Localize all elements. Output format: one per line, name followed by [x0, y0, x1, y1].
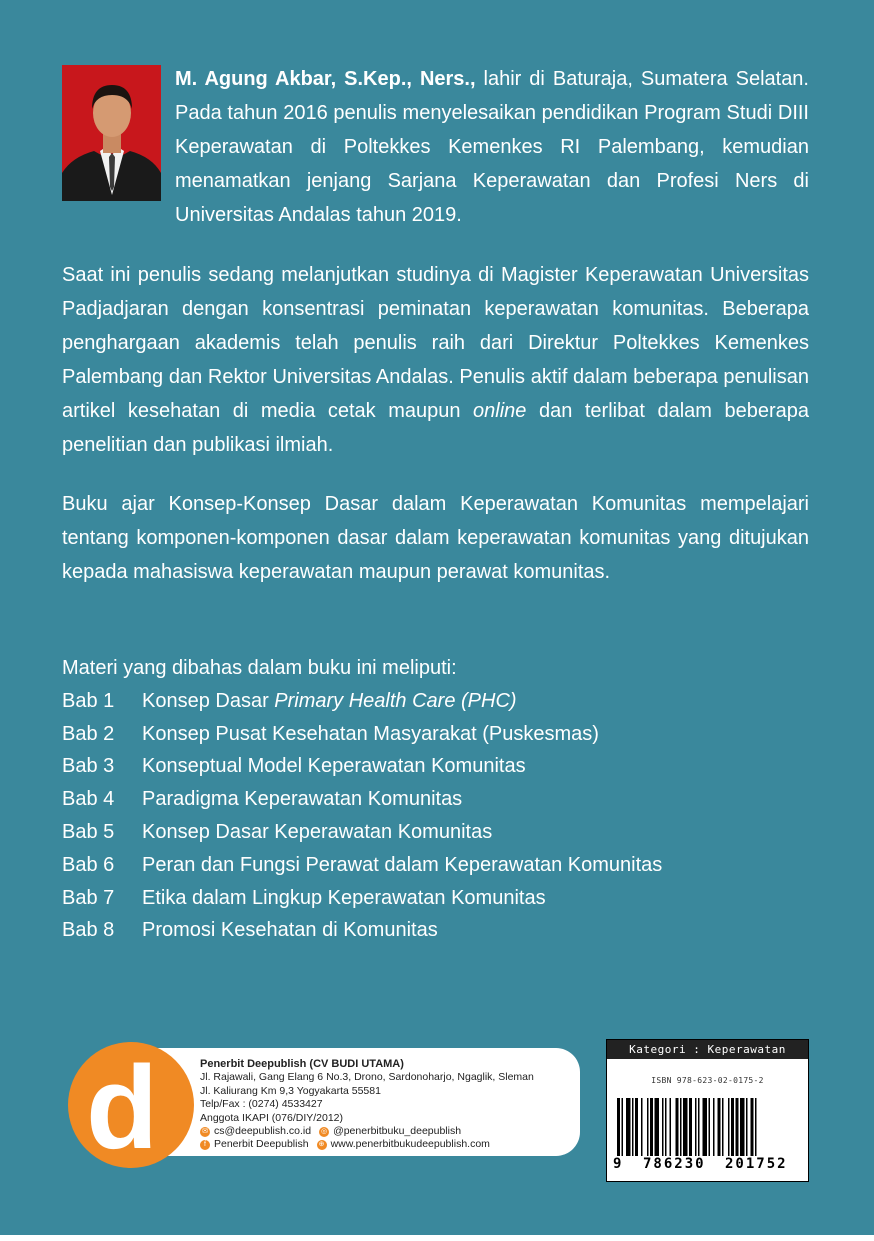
publisher-phone: Telp/Fax : (0274) 4533427	[200, 1098, 323, 1111]
isbn-barcode-box	[606, 1039, 809, 1182]
barcode-bar	[698, 1098, 700, 1156]
barcode-bar	[728, 1098, 730, 1156]
para2-text-a: Saat ini penulis sedang melanjutkan studinya di Magister Keperawatan Universitas Padjadjaran dengan konsentrasi peminatan keperawatan komunitas. Beberapa penghargaan akademis telah penulis raih dari Direktur Poltekkes Kemenkes Palembang dan Rektor Universitas Andalas. Penulis aktif dalam beberapa penulisan artikel kesehatan di media cetak maupun	[62, 264, 809, 422]
chapter-number: Bab 7	[62, 886, 115, 909]
author-study-paragraph	[62, 258, 809, 462]
globe-icon: ⊕	[317, 1140, 327, 1150]
chapter-title: Konseptual Model Keperawatan Komunitas	[142, 755, 526, 778]
author-bio	[175, 62, 809, 232]
publisher-name: Penerbit Deepublish (CV BUDI UTAMA)	[200, 1058, 404, 1070]
book-description-text: Buku ajar Konsep-Konsep Dasar dalam Keperawatan Komunitas mempelajari tentang komponen-komponen dasar dalam keperawatan komunitas yang ditujukan kepada mahasiswa keperawatan maupun perawat komunitas.	[62, 493, 809, 583]
category-label: Kategori : Keperawatan	[607, 1040, 808, 1059]
chapter-row	[62, 849, 809, 882]
chapter-title: Promosi Kesehatan di Komunitas	[142, 919, 438, 942]
barcode-bar	[626, 1098, 631, 1156]
publisher-address-1: Jl. Rajawali, Gang Elang 6 No.3, Drono, Sardonoharjo, Ngaglik, Sleman	[200, 1071, 534, 1084]
barcode-bar	[622, 1098, 624, 1156]
chapter-row	[62, 685, 809, 718]
barcode-bar	[641, 1098, 643, 1156]
barcode-bar	[695, 1098, 697, 1156]
chapter-number: Bab 1	[62, 689, 115, 712]
barcode-bar	[740, 1098, 745, 1156]
chapter-row	[62, 882, 809, 915]
instagram-icon: ◎	[321, 1127, 328, 1135]
chapter-number: Bab 4	[62, 788, 115, 811]
chapter-title-italic: Primary Health Care (PHC)	[274, 689, 517, 712]
chapter-title: Etika dalam Lingkup Keperawatan Komunitas	[142, 886, 546, 909]
logo-letter: d	[85, 1042, 159, 1170]
chapter-number: Bab 6	[62, 853, 115, 876]
barcode-bar	[755, 1098, 757, 1156]
barcode-bar	[670, 1098, 672, 1156]
chapter-row	[62, 750, 809, 783]
barcode-bar	[751, 1098, 754, 1156]
chapter-row	[62, 718, 809, 751]
chapter-title: Konsep Pusat Kesehatan Masyarakat (Puskesmas)	[142, 722, 599, 745]
chapter-title: Konsep Dasar Keperawatan Komunitas	[142, 820, 493, 843]
chapter-number: Bab 5	[62, 820, 115, 843]
barcode-bar	[746, 1098, 748, 1156]
barcode-bar	[731, 1098, 734, 1156]
barcode-bar	[680, 1098, 682, 1156]
chapter-title: Paradigma Keperawatan Komunitas	[142, 788, 463, 811]
chapter-title-text: Konsep Dasar	[142, 689, 275, 712]
publisher-website[interactable]: www.penerbitbukudeepublish.com	[330, 1138, 490, 1151]
barcode-bar	[655, 1098, 660, 1156]
barcode-bar	[650, 1098, 653, 1156]
chapter-row	[62, 816, 809, 849]
publisher-email[interactable]: cs@deepublish.co.id	[214, 1125, 312, 1138]
barcode-bar	[736, 1098, 739, 1156]
barcode-bar	[665, 1098, 667, 1156]
book-description	[62, 487, 809, 589]
chapter-title: Peran dan Fungsi Perawat dalam Keperawatan Komunitas	[142, 853, 663, 876]
author-name: M. Agung Akbar, S.Kep., Ners.,	[175, 68, 476, 90]
barcode-bar	[703, 1098, 708, 1156]
author-bio-text: lahir di Baturaja, Sumatera Selatan. Pada tahun 2016 penulis menyelesaikan pendidikan Program Studi DIII Keperawatan di Poltekkes Kemenkes RI Palembang, kemudian menamatkan jenjang Sarjana Keperawatan dan Profesi Ners di Universitas Andalas tahun 2019.	[175, 68, 809, 226]
contents-list	[62, 652, 809, 947]
barcode-bar	[632, 1098, 634, 1156]
barcode-digit-group-1: 786230	[643, 1156, 706, 1172]
publisher-instagram[interactable]: @penerbitbuku_deepublish	[333, 1125, 462, 1138]
barcode-bar	[709, 1098, 711, 1156]
barcode-bar	[676, 1098, 679, 1156]
author-photo	[62, 65, 161, 201]
chapter-row	[62, 914, 809, 947]
barcode-bar	[635, 1098, 638, 1156]
barcode-bar	[722, 1098, 724, 1156]
para2-text-b: dan terlibat dalam beberapa penelitian dan publikasi ilmiah.	[62, 400, 809, 456]
email-icon: ✉	[200, 1127, 210, 1137]
chapter-title	[142, 685, 517, 718]
publisher-ikapi: Anggota IKAPI (076/DIY/2012)	[200, 1111, 344, 1124]
contents-intro: Materi yang dibahas dalam buku ini meliputi:	[62, 657, 457, 679]
chapter-row	[62, 783, 809, 816]
barcode-bar	[647, 1098, 649, 1156]
chapter-number: Bab 2	[62, 722, 115, 745]
publisher-info	[140, 1048, 580, 1156]
barcode-bar	[662, 1098, 664, 1156]
publisher-address-2: Jl. Kaliurang Km 9,3 Yogyakarta 55581	[200, 1084, 381, 1097]
barcode	[615, 1098, 802, 1156]
facebook-icon: f	[200, 1140, 210, 1150]
barcode-bar	[713, 1098, 715, 1156]
deepublish-logo	[66, 1040, 196, 1170]
contact-row	[200, 1138, 580, 1151]
barcode-digit-group-2: 201752	[725, 1156, 788, 1172]
publisher-text	[200, 1058, 580, 1152]
isbn-number: ISBN 978-623-02-0175-2	[651, 1076, 764, 1085]
barcode-digit-lead: 9	[613, 1156, 622, 1172]
chapter-number: Bab 8	[62, 919, 115, 942]
para2-italic: online	[473, 400, 527, 422]
barcode-bar	[683, 1098, 688, 1156]
chapter-number: Bab 3	[62, 755, 115, 778]
barcode-bar	[689, 1098, 692, 1156]
publisher-facebook[interactable]: Penerbit Deepublish	[214, 1138, 309, 1151]
barcode-bar	[617, 1098, 620, 1156]
barcode-bar	[718, 1098, 721, 1156]
contact-row	[200, 1125, 580, 1138]
